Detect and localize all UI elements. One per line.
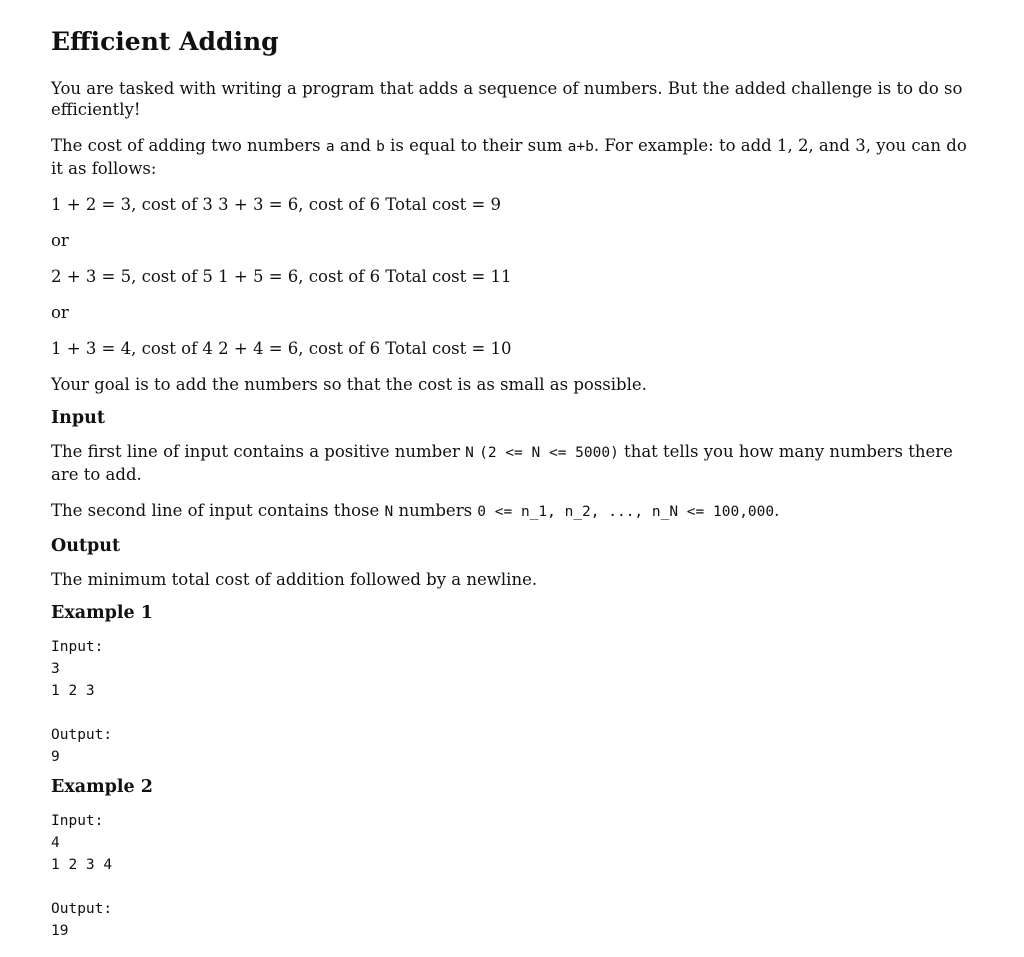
example-2-heading: Example 2 <box>51 777 153 797</box>
example-2-output-line: 19 <box>51 923 69 939</box>
example-1-output-label: Output: <box>51 727 113 743</box>
example-2-input-line: 4 <box>51 835 60 851</box>
cost-text-3: is equal to their sum <box>384 136 568 155</box>
cost-text-4: . For example: to add 1, 2, and 3, you can do it as follows: <box>51 136 967 178</box>
input-line-1 <box>51 441 974 485</box>
cost-text-2: and <box>334 136 377 155</box>
cost-paragraph <box>51 135 974 179</box>
code-b: b <box>376 139 385 155</box>
example-1-input-label: Input: <box>51 639 104 655</box>
cost-text-1: The cost of adding two numbers <box>51 136 326 155</box>
example-1-heading: Example 1 <box>51 603 153 623</box>
code-n-range: (2 <= N <= 5000) <box>479 445 619 461</box>
input-heading: Input <box>51 408 105 428</box>
goal-paragraph: Your goal is to add the numbers so that the cost is as small as possible. <box>51 375 647 394</box>
spacer <box>51 876 974 898</box>
option-2: 2 + 3 = 5, cost of 5 1 + 5 = 6, cost of 6 Total cost = 11 <box>51 267 512 286</box>
example-1-input-line: 1 2 3 <box>51 683 95 699</box>
option-1: 1 + 2 = 3, cost of 3 3 + 3 = 6, cost of 6 Total cost = 9 <box>51 195 502 214</box>
option-3: 1 + 3 = 4, cost of 4 2 + 4 = 6, cost of 6 Total cost = 10 <box>51 339 512 358</box>
code-n: N <box>465 445 474 461</box>
code-a: a <box>325 139 335 155</box>
problem-statement <box>51 26 974 942</box>
example-2-input-line: 1 2 3 4 <box>51 857 113 873</box>
or-separator-1: or <box>51 231 69 250</box>
output-heading: Output <box>51 536 121 556</box>
code-n-2: N <box>384 504 394 520</box>
input-line-2-text-1: The second line of input contains those <box>51 501 385 520</box>
example-2-input-label: Input: <box>51 813 104 829</box>
input-line-1-text-1: The first line of input contains a positive number <box>51 442 466 461</box>
spacer <box>51 702 974 724</box>
code-a-plus-b: a+b <box>567 139 594 155</box>
input-line-2 <box>51 500 974 523</box>
example-1-output-line: 9 <box>51 749 60 765</box>
intro-paragraph: You are tasked with writing a program that adds a sequence of numbers. But the added challenge is to do so efficiently! <box>51 79 963 119</box>
input-line-1-text-3: that tells you how many numbers there are to add. <box>51 442 953 484</box>
page-title: Efficient Adding <box>51 27 279 56</box>
or-separator-2: or <box>51 303 69 322</box>
example-2-output-label: Output: <box>51 901 113 917</box>
example-1-input-line: 3 <box>51 661 60 677</box>
input-line-2-text-3: . <box>774 501 780 520</box>
input-line-2-text-2: numbers <box>393 501 478 520</box>
code-values-range: 0 <= n_1, n_2, ..., n_N <= 100,000 <box>477 504 775 520</box>
output-description: The minimum total cost of addition followed by a newline. <box>51 570 538 589</box>
